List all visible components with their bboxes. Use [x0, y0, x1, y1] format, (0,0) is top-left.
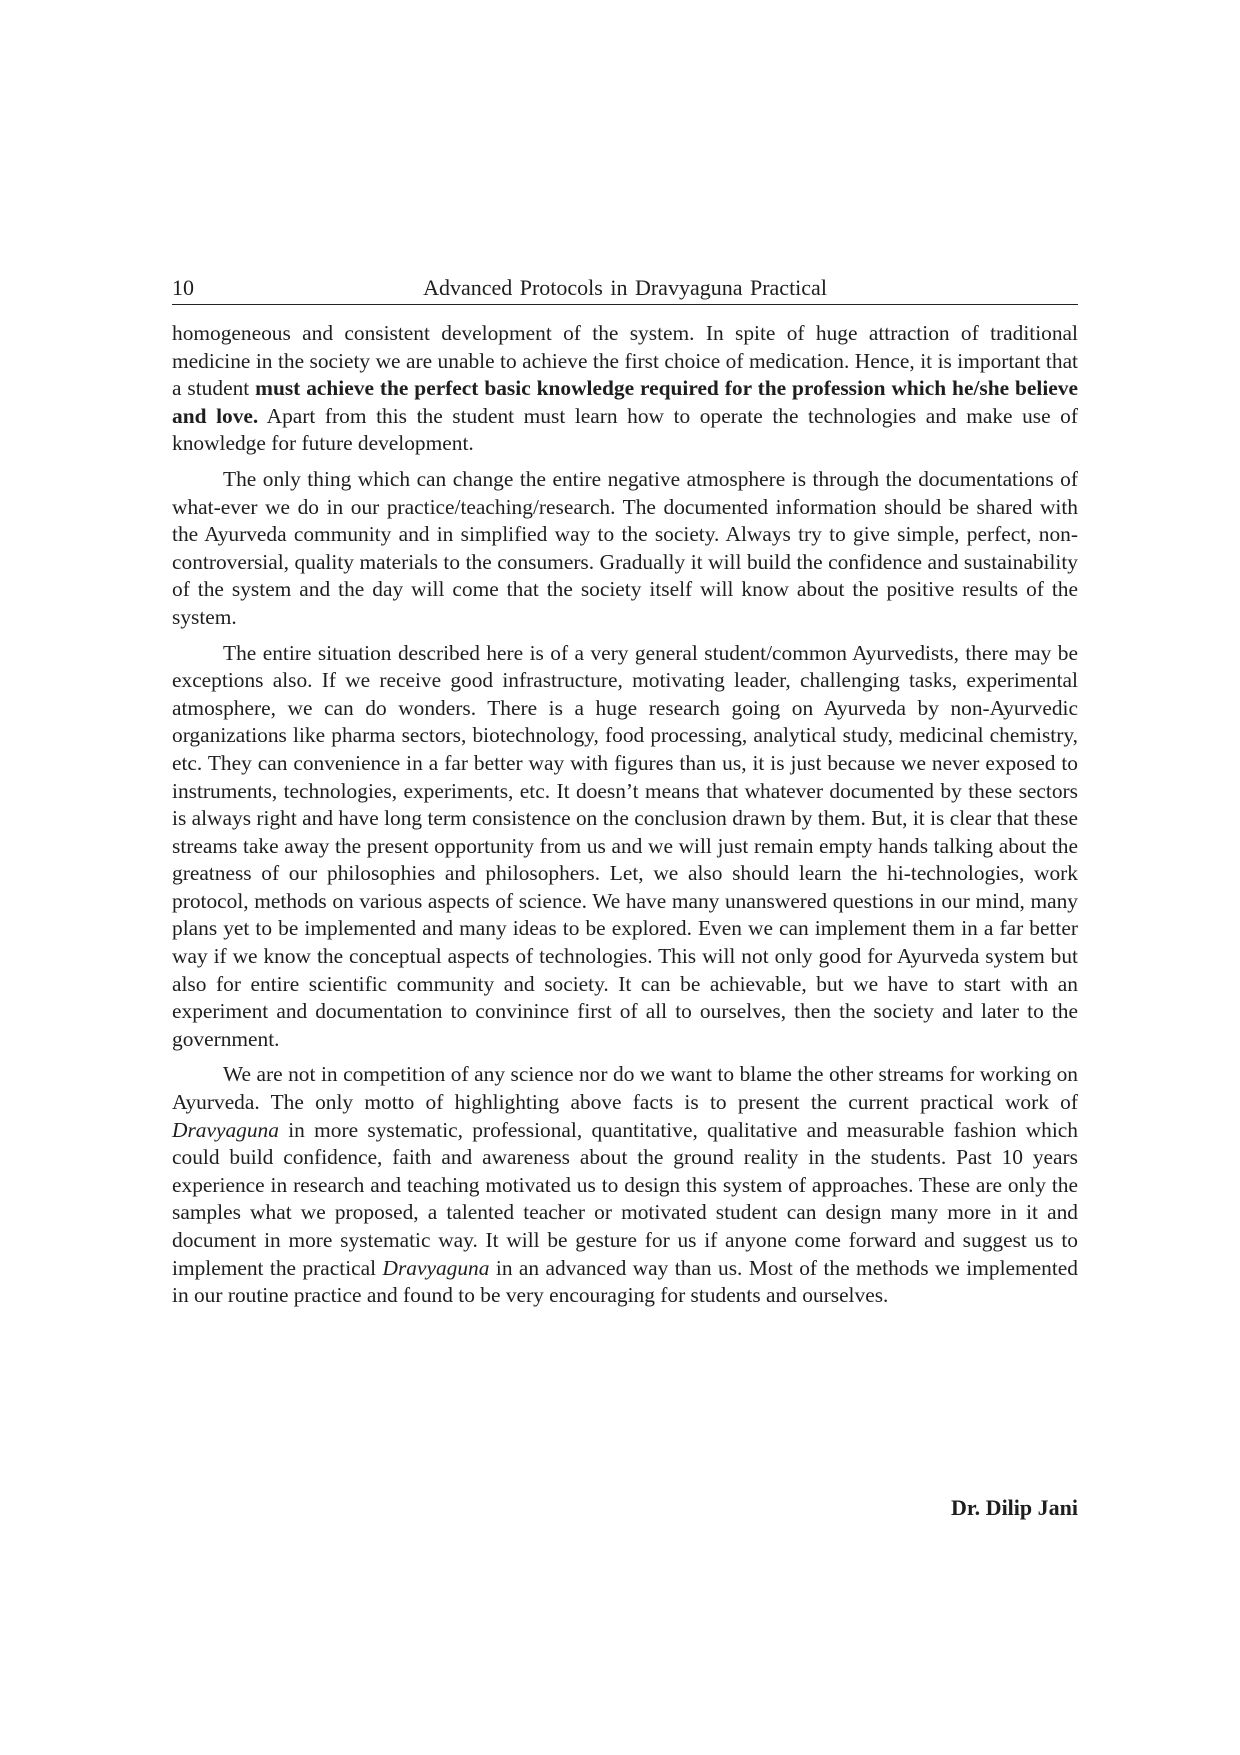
italic-term: Dravyaguna — [382, 1255, 490, 1280]
paragraph-text: in an advanced way than us. Most of the methods we implemented in our routine practice and found to be very encouraging for students and ourselves. — [172, 1255, 1078, 1308]
emphasis-bold-text: must achieve the perfect basic knowledge required for the profession which he/she believe and love. — [172, 376, 1078, 428]
italic-term: Dravyaguna — [172, 1117, 279, 1142]
running-header — [172, 274, 1078, 305]
paragraph-text: The entire situation described here is of a very general student/common Ayurvedists, there may be exceptions also. If we receive good infrastructure, motivating leader, challenging tasks, experimental atmosphere, we can do wonders. There is a huge research going on Ayurveda by non-Ayurvedic organizations like pharma sectors, biotechnology, food processing, analytical study, medicinal chemistry, etc. They can convenience in a far better way with figures than us, it is just because we never exposed to instruments, technologies, experiments, etc. It doesn’t means that whatever documented by these sectors is always right and have long term consistence on the conclusion drawn by them. But, it is clear that these streams take away the present opportunity from us and we will just remain empty hands talking about the greatness of our philosophies and philosophers. Let, we also should learn the hi-technologies, work protocol, methods on various aspects of science. We have many unanswered questions in our mind, many plans yet to be implemented and many ideas to be explored. Even we can implement them in a far better way if we know the conceptual aspects of technologies. This will not only good for Ayurveda system but also for entire scientific community and society. It can be achievable, but we have to start with an experiment and documentation to convinince first of all to ourselves, then the society and later to the government. — [172, 640, 1078, 1051]
running-title: Advanced Protocols in Dravyaguna Practical — [423, 275, 827, 300]
paragraph — [172, 1061, 1078, 1309]
page-number: 10 — [172, 275, 194, 300]
paragraph-text: Apart from this the student must learn how to operate the technologies and make use of knowledge for future development. — [172, 403, 1079, 456]
paragraph-text: We are not in competition of any science nor do we want to blame the other streams for working on Ayurveda. The only motto of highlighting above facts is to present the current practical work of — [172, 1062, 1078, 1115]
paragraph-text: homogeneous and consistent development of the system. In spite of huge attraction of traditional medicine in the society we are unable to achieve the first choice of medication. Hence, it is important that a student — [172, 321, 1078, 401]
paragraph-text: The only thing which can change the entire negative atmosphere is through the documentations of what-ever we do in our practice/teaching/research. The documented information should be shared with the Ayurveda community and in simplified way to the society. Always try to give simple, perfect, non-controversial, quality materials to the consumers. Gradually it will build the confidence and sustainability of the system and the day will come that the society itself will know about the positive results of the system. — [172, 466, 1078, 629]
body-text — [172, 320, 1078, 1318]
paragraph — [172, 320, 1078, 458]
paragraph — [172, 640, 1078, 1054]
paragraph — [172, 466, 1078, 632]
author-signature: Dr. Dilip Jani — [951, 1495, 1078, 1520]
paragraph-text: in more systematic, professional, quantitative, qualitative and measurable fashion which could build confidence, faith and awareness about the ground reality in the students. Past 10 years experience in research and teaching motivated us to design this system of approaches. These are only the samples what we proposed, a talented teacher or motivated student can design many more in it and document in more systematic way. It will be gesture for us if anyone come forward and suggest us to implement the practical — [172, 1117, 1078, 1280]
